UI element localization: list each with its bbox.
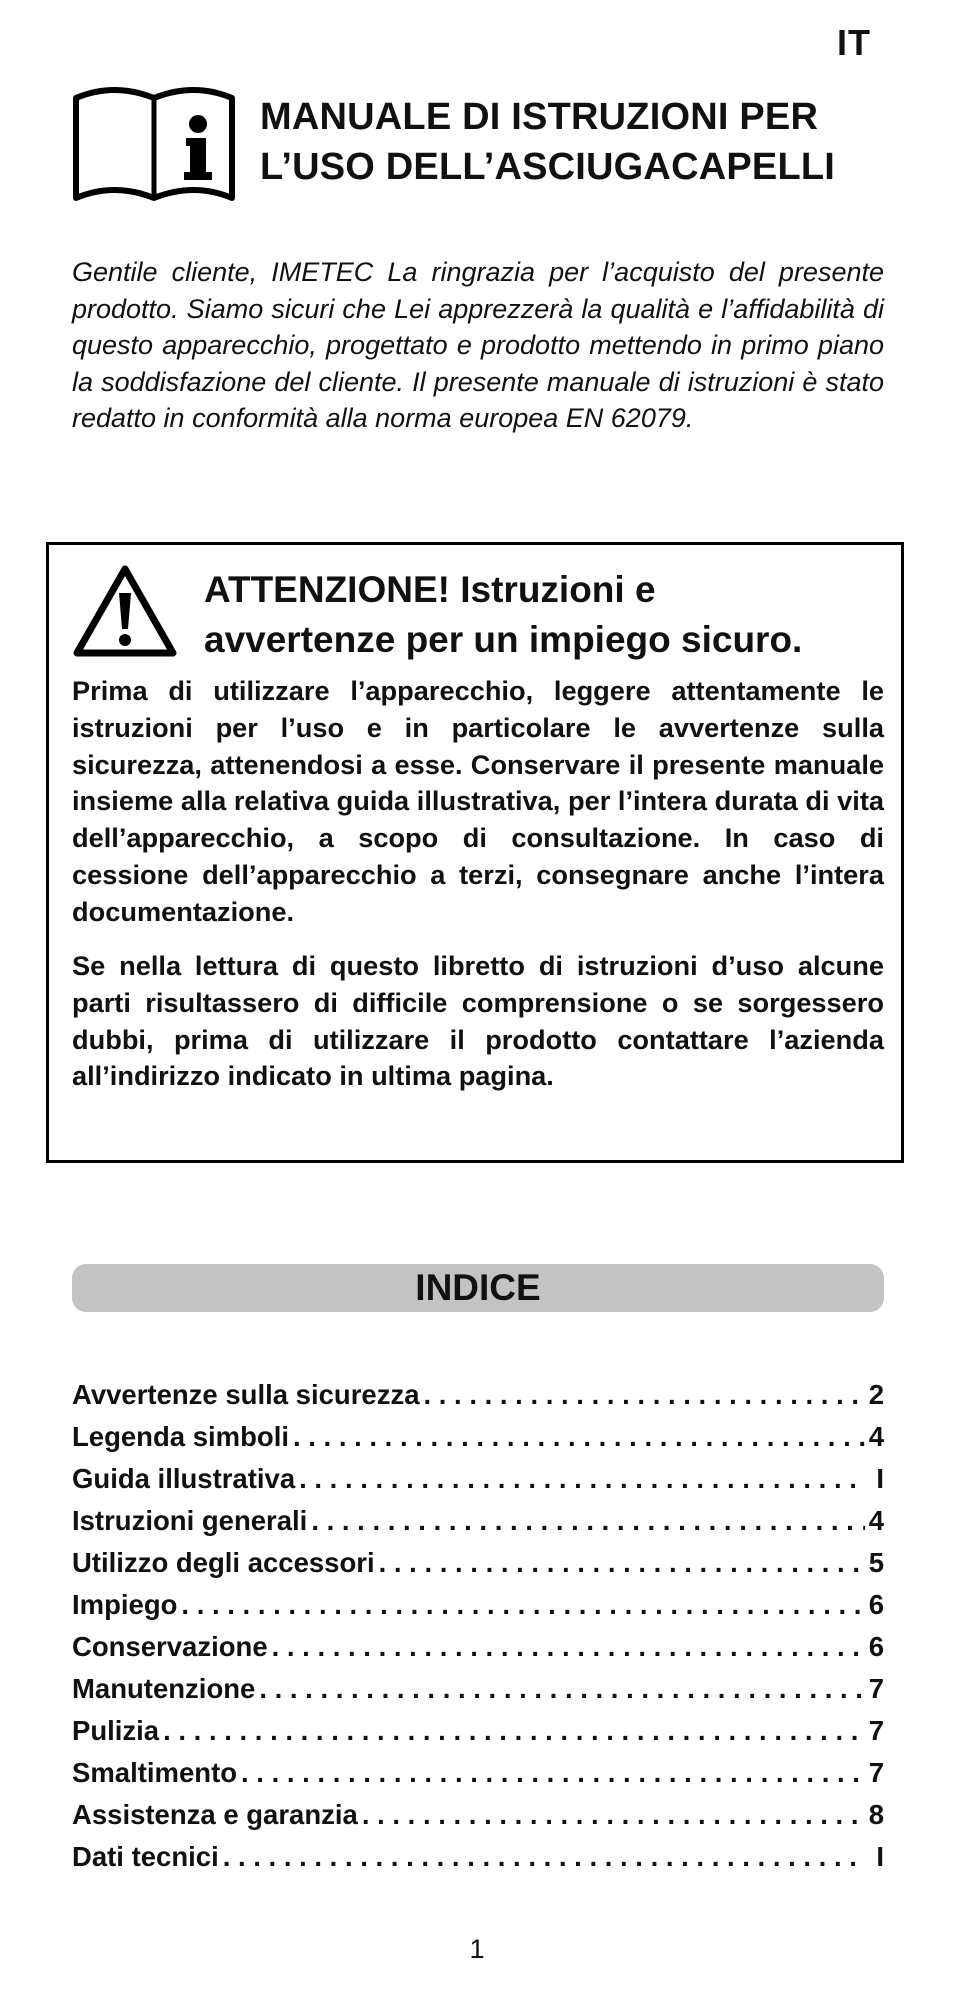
toc-leader-dots [362,1794,865,1836]
toc-entry-label: Assistenza e garanzia [72,1799,358,1830]
info-book-icon [70,80,238,204]
title-line-1: MANUALE DI ISTRUZIONI PER [260,96,819,138]
index-title: INDICE [415,1267,541,1308]
safety-warning-box [46,542,904,1163]
toc-entry-label: Manutenzione [72,1673,256,1704]
toc-entry-page: 7 [868,1715,884,1746]
toc-entry-page: 4 [868,1421,884,1452]
toc-entry-label: Impiego [72,1589,178,1620]
toc-entry-page: I [876,1841,884,1872]
title-line-2: L’USO DELL’ASCIUGACAPELLI [260,146,836,188]
toc-entry-label: Dati tecnici [72,1841,219,1872]
toc-leader-dots [293,1416,865,1458]
toc-entry[interactable] [72,1542,884,1584]
toc-entry[interactable] [72,1416,884,1458]
toc-leader-dots [379,1542,865,1584]
toc-entry[interactable] [72,1710,884,1752]
toc-entry-label: Conservazione [72,1631,268,1662]
toc-entry-page: 8 [868,1799,884,1830]
toc-entry-page: 5 [868,1547,884,1578]
toc-leader-dots [311,1500,864,1542]
warning-title-line-1: ATTENZIONE! Istruzioni e [204,569,656,610]
toc-entry-label: Utilizzo degli accessori [72,1547,375,1578]
toc-entry[interactable] [72,1836,884,1878]
toc-entry-label: Legenda simboli [72,1421,289,1452]
warning-title-line-2: avvertenze per un impiego sicuro. [204,619,803,660]
toc-leader-dots [299,1458,866,1500]
toc-entry-page: 6 [868,1589,884,1620]
toc-entry-label: Avvertenze sulla sicurezza [72,1379,420,1410]
toc-leader-dots [259,1668,864,1710]
language-code: IT [837,22,871,63]
toc-entry-label: Istruzioni generali [72,1505,308,1536]
toc-leader-dots [241,1752,865,1794]
warning-triangle-icon [71,563,179,661]
toc-leader-dots [163,1710,865,1752]
toc-entry[interactable] [72,1500,884,1542]
toc-leader-dots [223,1836,866,1878]
toc-entry-page: 2 [868,1379,884,1410]
toc-entry-page: 7 [868,1757,884,1788]
toc-entry[interactable] [72,1374,884,1416]
toc-entry[interactable] [72,1752,884,1794]
toc-entry-label: Smaltimento [72,1757,238,1788]
toc-entry-page: I [876,1463,884,1494]
toc-leader-dots [181,1584,864,1626]
toc-entry[interactable] [72,1794,884,1836]
toc-leader-dots [272,1626,865,1668]
toc-entry[interactable] [72,1584,884,1626]
toc-entry-page: 6 [868,1631,884,1662]
warning-paragraph-1: Prima di utilizzare l’apparecchio, leggere attentamente le istruzioni per l’uso e in particolare le avvertenze sulla sicurezza, attenendosi a esse. Conservare il presente manuale insieme alla relativa guida illustrativa, per l’intera durata di vita dell’apparecchio, a scopo di consultazione. In caso di cessione dell’apparecchio a terzi, consegnare anche l’intera documentazione. [72,675,884,927]
toc-entry[interactable] [72,1668,884,1710]
warning-paragraph-2: Se nella lettura di questo libretto di istruzioni d’uso alcune parti risultassero di difficile comprensione o se sorgessero dubbi, prima di utilizzare il prodotto contattare l’azienda all’indirizzo indicato in ultima pagina. [72,950,884,1092]
toc-leader-dots [423,1374,864,1416]
manual-title [260,92,835,192]
toc-entry-label: Pulizia [72,1715,160,1746]
index-heading-bar [72,1264,884,1312]
toc-entry[interactable] [72,1458,884,1500]
table-of-contents [72,1374,884,1878]
toc-entry[interactable] [72,1626,884,1668]
warning-title [204,565,802,665]
toc-entry-label: Guida illustrativa [72,1463,296,1494]
toc-entry-page: 4 [868,1505,884,1536]
intro-paragraph: Gentile cliente, IMETEC La ringrazia per l’acquisto del presente prodotto. Siamo sicuri che Lei apprezzerà la qualità e l’affidabilità di questo apparecchio, progettato e prodotto mettendo in primo piano la soddisfazione del cliente. Il presente manuale di istruzioni è stato redatto in conformità alla norma europea EN 62079. [72,257,884,434]
page-number: 1 [469,1934,485,1964]
toc-entry-page: 7 [868,1673,884,1704]
